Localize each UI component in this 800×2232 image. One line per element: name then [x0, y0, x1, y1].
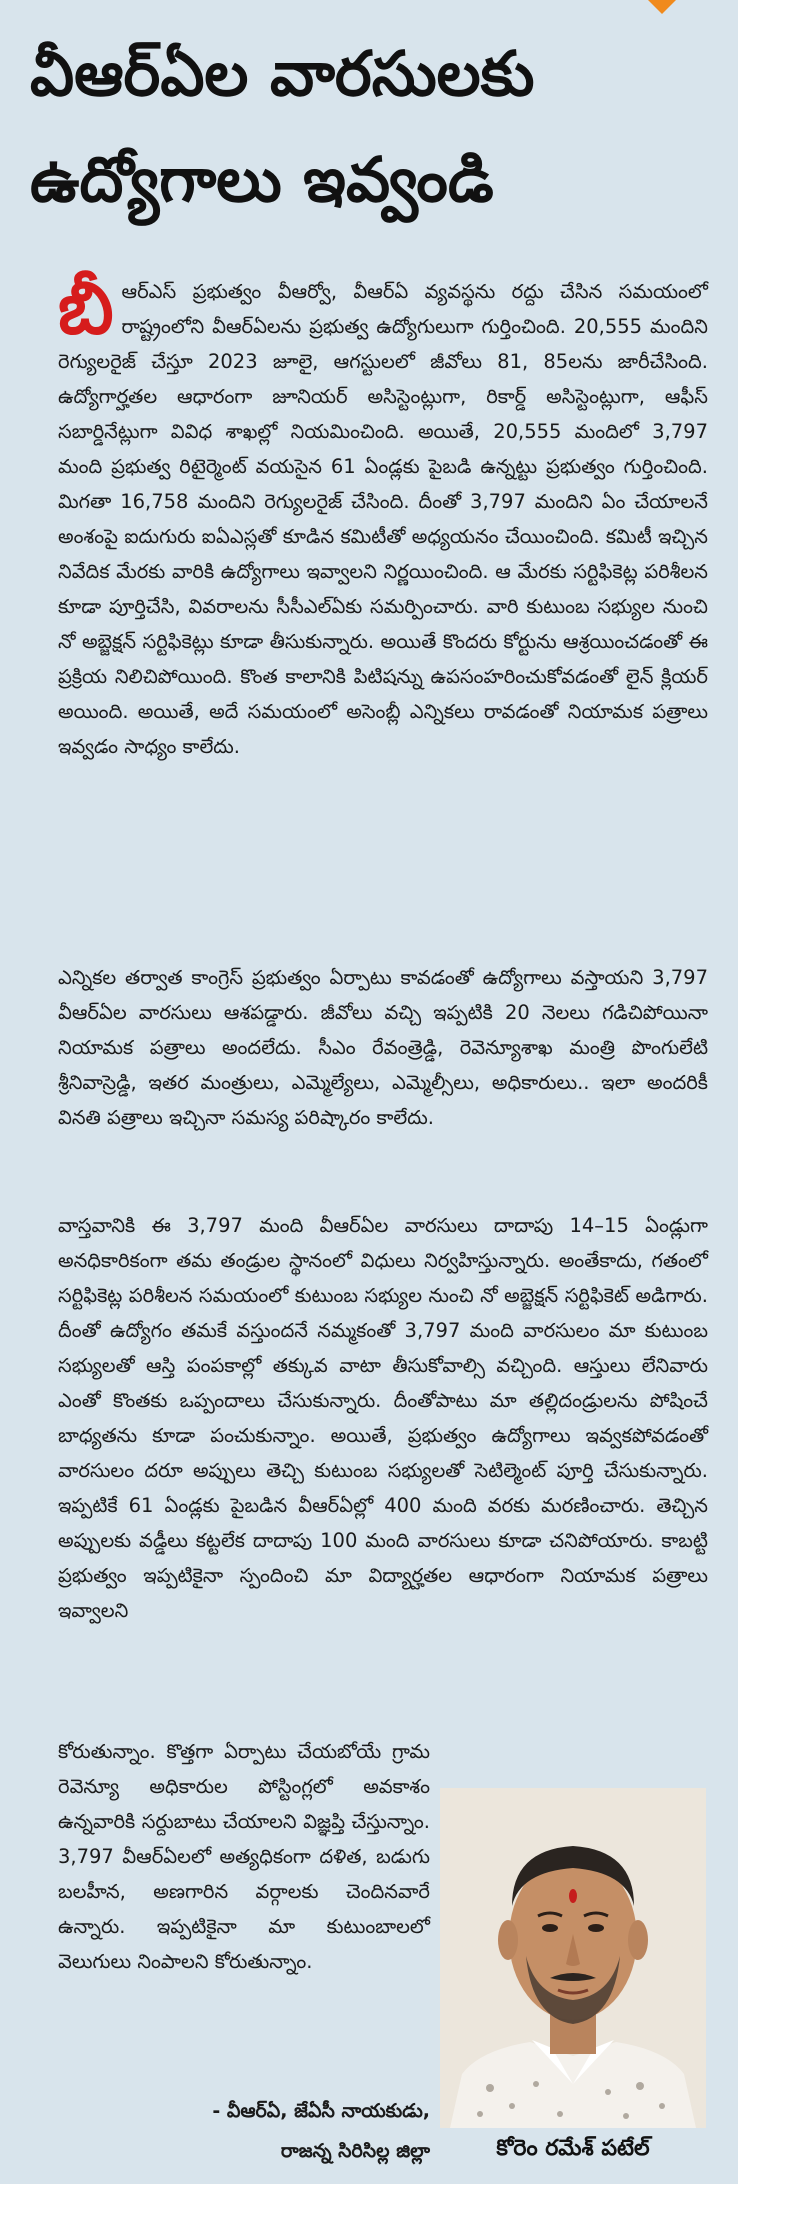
article-paragraph-2: ఎన్నికల తర్వాత కాంగ్రెస్ ప్రభుత్వం ఏర్పాటు కావడంతో ఉద్యోగాలు వస్తాయని 3,797 వీఆర్ఏల వారసులు ఆశపడ్డారు. జీవోలు వచ్చి ఇప్పటికి 20 నెలలు గడిచిపోయినా నియామక పత్రాలు అందలేదు. సీఎం రేవంత్రెడ్డి, రెవెన్యూశాఖ మంత్రి పొంగులేటి శ్రీనివాస్రెడ్డి, ఇతర మంత్రులు, ఎమ్మెల్యేలు, ఎమ్మెల్సీలు, అధికారులు.. ఇలా అందరికీ వినతి పత్రాలు ఇచ్చినా సమస్య పరిష్కారం కాలేదు.: [58, 966, 708, 1129]
article-paragraph-3: వాస్తవానికి ఈ 3,797 మంది వీఆర్ఏల వారసులు దాదాపు 14–15 ఏండ్లుగా అనధికారికంగా తమ తండ్రుల స్థానంలో విధులు నిర్వహిస్తున్నారు. అంతేకాదు, గతంలో సర్టిఫికెట్ల పరిశీలన సమయంలో కుటుంబ సభ్యుల నుంచి నో అబ్జెక్షన్ సర్టిఫికెట్ అడిగారు. దీంతో ఉద్యోగం తమకే వస్తుందనే నమ్మకంతో 3,797 మంది వారసులం మా కుటుంబ సభ్యులతో ఆస్తి పంపకాల్లో తక్కువ వాటా తీసుకోవాల్సి వచ్చింది. ఆస్తులు లేనివారు ఎంతో కొంతకు ఒప్పందాలు చేసుకున్నారు. దీంతోపాటు మా తల్లిదండ్రులను పోషించే బాధ్యతను కూడా పంచుకున్నాం. అయితే, ప్రభుత్వం ఉద్యోగాలు ఇవ్వకపోవడంతో వారసులం దరూ అప్పులు తెచ్చి కుటుంబ సభ్యులతో సెటిల్మెంట్ పూర్తి చేసుకున్నారు. ఇప్పటికే 61 ఏండ్లకు పైబడిన వీఆర్ఏల్లో 400 మంది వరకు మరణించారు. తెచ్చిన అప్పులకు వడ్డీలు కట్టలేక దాదాపు 100 మంది వారసులు కూడా చనిపోయారు. కాబట్టి ప్రభుత్వం ఇప్పటికైనా స్పందించి మా విద్యార్హతల ఆధారంగా నియామక పత్రాలు ఇవ్వాలని: [58, 1214, 708, 1622]
page-margin: [738, 0, 800, 2232]
author-district: రాజన్న సిరిసిల్ల జిల్లా: [280, 2140, 430, 2162]
article-paragraph-1: [58, 266, 708, 764]
author-portrait-illustration: [440, 1788, 706, 2128]
author-photo: [440, 1788, 706, 2128]
corner-marker: [648, 0, 676, 14]
photo-caption: కోరెం రమేశ్ పటేల్: [496, 2136, 650, 2161]
headline-line-2: ఉద్యోగాలు ఇవ్వండి: [30, 143, 494, 216]
drop-cap: బీ: [58, 266, 114, 350]
article-paragraph-4: కోరుతున్నాం. కొత్తగా ఏర్పాటు చేయబోయే గ్రామ రెవెన్యూ అధికారుల పోస్టింగ్లలో అవకాశం ఉన్నవారికి సర్దుబాటు చేయాలని విజ్ఞప్తి చేస్తున్నాం. 3,797 వీఆర్ఏలలో అత్యధికంగా దళిత, బడుగు బలహీన, అణగారిన వర్గాలకు చెందినవారే ఉన్నారు. ఇప్పటికైనా మా కుటుంబాలలో వెలుగులు నింపాలని కోరుతున్నాం.: [58, 1740, 430, 1973]
paragraph-1-text: ఆర్ఎస్ ప్రభుత్వం వీఆర్వో, వీఆర్ఏ వ్యవస్థను రద్దు చేసిన సమయంలో రాష్ట్రంలోని వీఆర్ఏలను ప్రభుత్వ ఉద్యోగులుగా గుర్తించింది. 20,555 మందిని రెగ్యులరైజ్ చేస్తూ 2023 జూలై, ఆగస్టులలో జీవోలు 81, 85లను జారీచేసింది. ఉద్యోగార్హతల ఆధారంగా జూనియర్ అసిస్టెంట్లుగా, రికార్డ్ అసిస్టెంట్లుగా, ఆఫీస్ సబార్డినేట్లుగా వివిధ శాఖల్లో నియమించింది. అయితే, 20,555 మందిలో 3,797 మంది ప్రభుత్వ రిటైర్మెంట్ వయసైన 61 ఏండ్లకు పైబడి ఉన్నట్టు ప్రభుత్వం గుర్తించింది. మిగతా 16,758 మందిని రెగ్యులరైజ్ చేసింది. దీంతో 3,797 మందిని ఏం చేయాలనే అంశంపై ఐదుగురు ఐఏఎస్లతో కూడిన కమిటీతో అధ్యయనం చేయించింది. కమిటీ ఇచ్చిన నివేదిక మేరకు వారికి ఉద్యోగాలు ఇవ్వాలని నిర్ణయించింది. ఆ మేరకు సర్టిఫికెట్ల పరిశీలన కూడా పూర్తిచేసి, వివరాలను సీసీఎల్ఏకు సమర్పించారు. వారి కుటుంబ సభ్యుల నుంచి నో అబ్జెక్షన్ సర్టిఫికెట్లు కూడా తీసుకున్నారు. అయితే కొందరు కోర్టును ఆశ్రయించడంతో ఈ ప్రక్రియ నిలిచిపోయింది. కొంత కాలానికి పిటిషన్ను ఉపసంహరించుకోవడంతో లైన్ క్లియర్ అయింది. అయితే, అదే సమయంలో అసెంబ్లీ ఎన్నికలు రావడంతో నియామక పత్రాలు ఇవ్వడం సాధ్యం కాలేదు.: [58, 280, 708, 758]
author-designation: - వీఆర్ఏ, జేఏసీ నాయకుడు,: [212, 2100, 430, 2122]
headline-line-1: వీఆర్ఏల వారసులకు: [30, 37, 535, 110]
